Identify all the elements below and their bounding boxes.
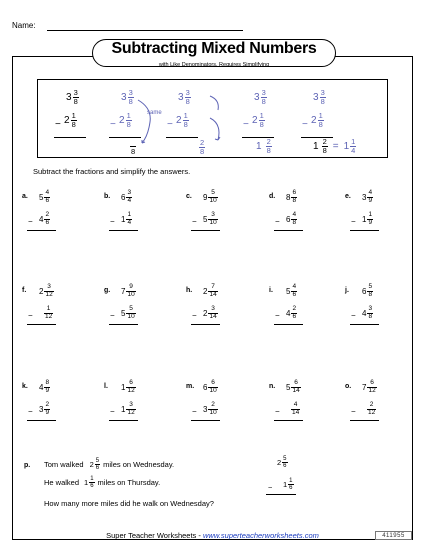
whole-number: 4 <box>286 308 291 318</box>
answer-rule <box>191 420 220 421</box>
numerator: 2 <box>45 211 50 218</box>
denominator: 12 <box>127 408 135 416</box>
answer-rule <box>109 230 138 231</box>
problem-top-number <box>286 284 297 298</box>
whole-number: 7 <box>121 286 126 296</box>
whole-number: 1 <box>121 214 126 224</box>
whole-number: 1 <box>121 404 126 414</box>
numerator: 5 <box>368 283 373 290</box>
fraction <box>44 284 53 298</box>
denominator: 8 <box>185 96 190 106</box>
fraction <box>291 306 297 320</box>
denominator: 8 <box>128 96 133 106</box>
problem-letter: a. <box>22 193 28 200</box>
problem-top-number <box>286 190 297 204</box>
fraction <box>291 402 300 416</box>
same-label: same <box>147 110 162 116</box>
minus-sign: − <box>192 217 197 226</box>
fraction <box>367 212 373 226</box>
example-step5-answer: 1 $\frac{2}{8}$ = 1 $\frac{1}{4}$ <box>313 137 356 155</box>
work-top-number: 2 $\frac{5}{6}$ <box>277 456 287 469</box>
whole-number: 3 <box>121 91 127 103</box>
fraction <box>126 190 132 204</box>
problem-letter: i. <box>269 287 273 294</box>
problem-bottom-number <box>203 212 218 226</box>
minus-sign: − <box>192 407 197 416</box>
denominator: 8 <box>183 119 188 129</box>
fraction <box>291 380 300 394</box>
numerator: 1 <box>127 211 132 218</box>
whole-number: 4 <box>39 382 44 392</box>
numerator: 4 <box>45 189 50 196</box>
minus-sign: − <box>351 407 356 416</box>
problem-bottom-number <box>39 212 50 226</box>
problem-letter: k. <box>22 383 28 390</box>
problem-bottom-number <box>43 306 53 320</box>
denominator: 10 <box>209 386 217 394</box>
fraction <box>367 402 376 416</box>
numerator: 3 <box>211 211 215 218</box>
numerator: 3 <box>211 305 215 312</box>
word-line-1-fraction: 2 $\frac{5}{6}$ <box>89 458 100 471</box>
problem-top-number <box>362 190 373 204</box>
word-line-1-post: miles on Wednesday. <box>103 460 175 469</box>
denominator: 12 <box>368 408 376 416</box>
numerator: 2 <box>292 305 297 312</box>
whole-number: 2 <box>311 114 317 126</box>
problem-letter: o. <box>345 383 352 390</box>
denominator: 8 <box>261 96 266 106</box>
fraction <box>367 380 376 394</box>
denominator: 9 <box>368 196 373 204</box>
minus-sign: − <box>275 217 280 226</box>
numerator: 2 <box>45 401 50 408</box>
denominator: 8 <box>368 290 373 298</box>
problem-top-number <box>362 380 377 394</box>
numerator: 3 <box>261 88 266 97</box>
word-line-2-pre: He walked <box>44 478 80 487</box>
page-subtitle: with Like Denominators, Requires Simplifying <box>158 62 270 68</box>
fraction <box>291 190 297 204</box>
denominator: 10 <box>209 218 217 226</box>
whole-number: 3 <box>66 91 72 103</box>
problem-bottom-number <box>362 212 373 226</box>
answer-rule <box>350 230 379 231</box>
numerator: 3 <box>128 88 133 97</box>
whole-number: 5 <box>286 382 291 392</box>
denominator: 14 <box>209 290 217 298</box>
word-line-1 <box>44 458 174 471</box>
problem-top-number <box>121 190 132 204</box>
problem-bottom-number <box>203 402 218 416</box>
fraction <box>126 402 135 416</box>
problem-letter: f. <box>22 287 27 294</box>
denominator: 6 <box>45 218 50 226</box>
fraction <box>126 380 135 394</box>
numerator: 7 <box>211 283 215 290</box>
fraction <box>126 212 132 226</box>
denominator: 6 <box>292 290 297 298</box>
fraction <box>208 212 217 226</box>
numerator: 1 <box>46 305 51 312</box>
numerator: 5 <box>211 189 215 196</box>
numerator: 4 <box>368 189 373 196</box>
whole-number: 6 <box>121 192 126 202</box>
whole-number: 3 <box>203 404 208 414</box>
fraction <box>44 380 50 394</box>
minus-sign: − <box>351 311 356 320</box>
problem-bottom-number <box>362 306 373 320</box>
problem-bottom-number <box>290 402 300 416</box>
minus-sign: − <box>351 217 356 226</box>
problem-bottom-number <box>39 402 50 416</box>
page-title: Subtracting Mixed Numbers <box>111 40 317 57</box>
answer-rule <box>274 420 303 421</box>
word-line-3: How many more miles did he walk on Wednesday? <box>44 499 214 508</box>
answer-rule <box>109 420 138 421</box>
fraction <box>367 190 373 204</box>
denominator: 8 <box>320 96 325 106</box>
work-bottom-number: 1 $\frac{1}{6}$ <box>283 478 293 491</box>
problem-letter: c. <box>186 193 192 200</box>
denominator: 9 <box>45 386 50 394</box>
fraction <box>44 306 53 320</box>
example-step3-answer: $\frac{2}{8}$ <box>200 138 205 156</box>
problem-letter: n. <box>269 383 276 390</box>
denominator: 10 <box>209 408 217 416</box>
whole-number: 9 <box>203 192 208 202</box>
work-minus: − <box>268 483 273 492</box>
denominator: 8 <box>126 119 131 129</box>
numerator: 3 <box>129 401 133 408</box>
denominator: 9 <box>45 408 50 416</box>
answer-rule <box>27 420 56 421</box>
whole-number: 3 <box>254 91 260 103</box>
denominator: 6 <box>292 312 297 320</box>
whole-number: 3 <box>313 91 319 103</box>
problem-letter: g. <box>104 287 111 294</box>
word-line-2-fraction: 1 $\frac{1}{6}$ <box>84 476 94 489</box>
fraction <box>126 284 135 298</box>
minus-sign: − <box>110 311 115 320</box>
numerator: 3 <box>185 88 190 97</box>
whole-number: 1 <box>362 214 367 224</box>
denominator: 8 <box>292 218 297 226</box>
numerator: 6 <box>129 379 133 386</box>
word-line-1-pre: Tom walked <box>44 460 84 469</box>
example-step5-minus: − <box>302 119 308 130</box>
problem-top-number <box>39 380 50 394</box>
denominator: 4 <box>127 196 132 204</box>
whole-number: 4 <box>362 308 367 318</box>
numerator: 6 <box>211 379 215 386</box>
problem-top-number <box>39 284 54 298</box>
whole-number: 5 <box>203 214 208 224</box>
numerator: 4 <box>292 283 297 290</box>
minus-sign: − <box>110 407 115 416</box>
fraction <box>208 306 217 320</box>
denominator: 10 <box>209 196 217 204</box>
denominator: 8 <box>259 119 264 129</box>
whole-number: 6 <box>362 286 367 296</box>
numerator: 3 <box>368 305 373 312</box>
problem-bottom-number <box>203 306 218 320</box>
numerator: 6 <box>292 189 297 196</box>
fraction <box>291 284 297 298</box>
answer-rule <box>191 324 220 325</box>
problem-letter: l. <box>104 383 108 390</box>
answer-rule <box>274 230 303 231</box>
minus-sign: − <box>28 407 33 416</box>
numerator: 2 <box>369 401 374 408</box>
denominator: 9 <box>368 218 373 226</box>
footer <box>0 531 425 540</box>
answer-rule <box>274 324 303 325</box>
work-rule <box>266 494 296 495</box>
whole-number: 3 <box>178 91 184 103</box>
example-step4-minus: − <box>243 119 249 130</box>
numerator: 6 <box>370 379 374 386</box>
example-step2-answer-den: 8 <box>131 147 136 156</box>
whole-number: 5 <box>39 192 44 202</box>
denominator: 14 <box>292 386 300 394</box>
whole-number: 3 <box>39 404 44 414</box>
denominator: 6 <box>45 196 50 204</box>
example-step4-answer: 1 $\frac{2}{8}$ <box>256 137 271 155</box>
fraction <box>367 306 373 320</box>
problem-letter: e. <box>345 193 351 200</box>
fraction <box>44 402 50 416</box>
whole-number: 2 <box>119 114 125 126</box>
whole-number: 4 <box>39 214 44 224</box>
problem-top-number <box>286 380 301 394</box>
minus-sign: − <box>275 407 280 416</box>
problem-letter: b. <box>104 193 111 200</box>
denominator: 8 <box>318 119 323 129</box>
denominator: 14 <box>292 408 300 416</box>
subtract-arrow-icon <box>210 96 218 110</box>
denominator: 14 <box>209 312 217 320</box>
problem-top-number <box>121 380 136 394</box>
footer-link[interactable]: www.superteacherworksheets.com <box>202 531 319 540</box>
denominator: 10 <box>127 290 135 298</box>
denominator: 12 <box>45 312 53 320</box>
numerator: 1 <box>71 111 76 120</box>
numerator: 8 <box>45 379 50 386</box>
answer-rule <box>350 324 379 325</box>
instructions: Subtract the fractions and simplify the answers. <box>33 167 191 176</box>
problem-bottom-number <box>286 212 297 226</box>
denominator: 8 <box>368 312 373 320</box>
problem-top-number <box>203 190 218 204</box>
whole-number: 6 <box>286 214 291 224</box>
denominator: 8 <box>73 96 78 106</box>
fraction <box>208 284 217 298</box>
problem-letter: d. <box>269 193 276 200</box>
fraction <box>44 212 50 226</box>
whole-number: 2 <box>203 308 208 318</box>
fraction <box>208 380 217 394</box>
denominator: 12 <box>45 290 53 298</box>
fraction <box>208 402 217 416</box>
problem-bottom-number <box>366 402 376 416</box>
numerator: 1 <box>368 211 373 218</box>
problem-bottom-number <box>121 212 132 226</box>
worksheet-code: 411955 <box>375 531 412 540</box>
whole-number: 2 <box>252 114 258 126</box>
whole-number: 2 <box>176 114 182 126</box>
denominator: 4 <box>127 218 132 226</box>
problem-top-number <box>203 284 218 298</box>
denominator: 8 <box>71 119 76 129</box>
fraction <box>208 190 217 204</box>
problem-top-number <box>121 284 136 298</box>
numerator: 3 <box>47 283 51 290</box>
minus-sign: − <box>110 217 115 226</box>
same-arrow-icon <box>138 100 150 143</box>
minus-sign: − <box>28 311 33 320</box>
example-step2-minus: − <box>110 119 116 130</box>
whole-number: 6 <box>203 382 208 392</box>
name-label: Name: <box>12 21 36 30</box>
whole-number: 7 <box>362 382 367 392</box>
fraction <box>126 306 135 320</box>
whole-number: 2 <box>39 286 44 296</box>
minus-sign: − <box>275 311 280 320</box>
answer-rule <box>350 420 379 421</box>
numerator: 4 <box>293 401 298 408</box>
numerator: 3 <box>73 88 78 97</box>
numerator: 5 <box>129 305 133 312</box>
minus-sign: − <box>192 311 197 320</box>
denominator: 12 <box>127 386 135 394</box>
denominator: 8 <box>292 196 297 204</box>
problem-top-number <box>203 380 218 394</box>
answer-rule <box>109 324 138 325</box>
example-step3-minus: − <box>167 119 173 130</box>
numerator: 3 <box>320 88 325 97</box>
problem-letter: p. <box>24 462 31 469</box>
whole-number: 5 <box>286 286 291 296</box>
numerator: 4 <box>292 211 297 218</box>
numerator: 1 <box>183 111 188 120</box>
answer-rule <box>191 230 220 231</box>
footer-text: Super Teacher Worksheets - <box>106 531 203 540</box>
problem-top-number <box>362 284 373 298</box>
whole-number: 2 <box>64 114 70 126</box>
numerator: 9 <box>129 283 133 290</box>
denominator: 12 <box>368 386 376 394</box>
word-line-2 <box>44 476 160 489</box>
example-step1-minus: − <box>55 119 61 130</box>
problem-letter: m. <box>186 383 195 390</box>
numerator: 1 <box>259 111 264 120</box>
problem-bottom-number <box>121 402 136 416</box>
fraction <box>291 212 297 226</box>
fraction <box>367 284 373 298</box>
whole-number: 1 <box>121 382 126 392</box>
answer-rule <box>27 230 56 231</box>
whole-number: 3 <box>362 192 367 202</box>
denominator: 10 <box>127 312 135 320</box>
numerator: 3 <box>127 189 132 196</box>
problem-top-number <box>39 190 50 204</box>
whole-number: 8 <box>286 192 291 202</box>
answer-rule <box>27 324 56 325</box>
word-line-2-post: miles on Thursday. <box>97 478 161 487</box>
numerator: 6 <box>294 379 298 386</box>
whole-number: 5 <box>121 308 126 318</box>
numerator: 2 <box>211 401 215 408</box>
numerator: 1 <box>126 111 131 120</box>
problem-letter: h. <box>186 287 193 294</box>
problem-bottom-number <box>286 306 297 320</box>
problem-bottom-number <box>121 306 136 320</box>
numerator: 1 <box>318 111 323 120</box>
minus-sign: − <box>28 217 33 226</box>
problem-letter: j. <box>345 287 349 294</box>
fraction <box>44 190 50 204</box>
whole-number: 2 <box>203 286 208 296</box>
